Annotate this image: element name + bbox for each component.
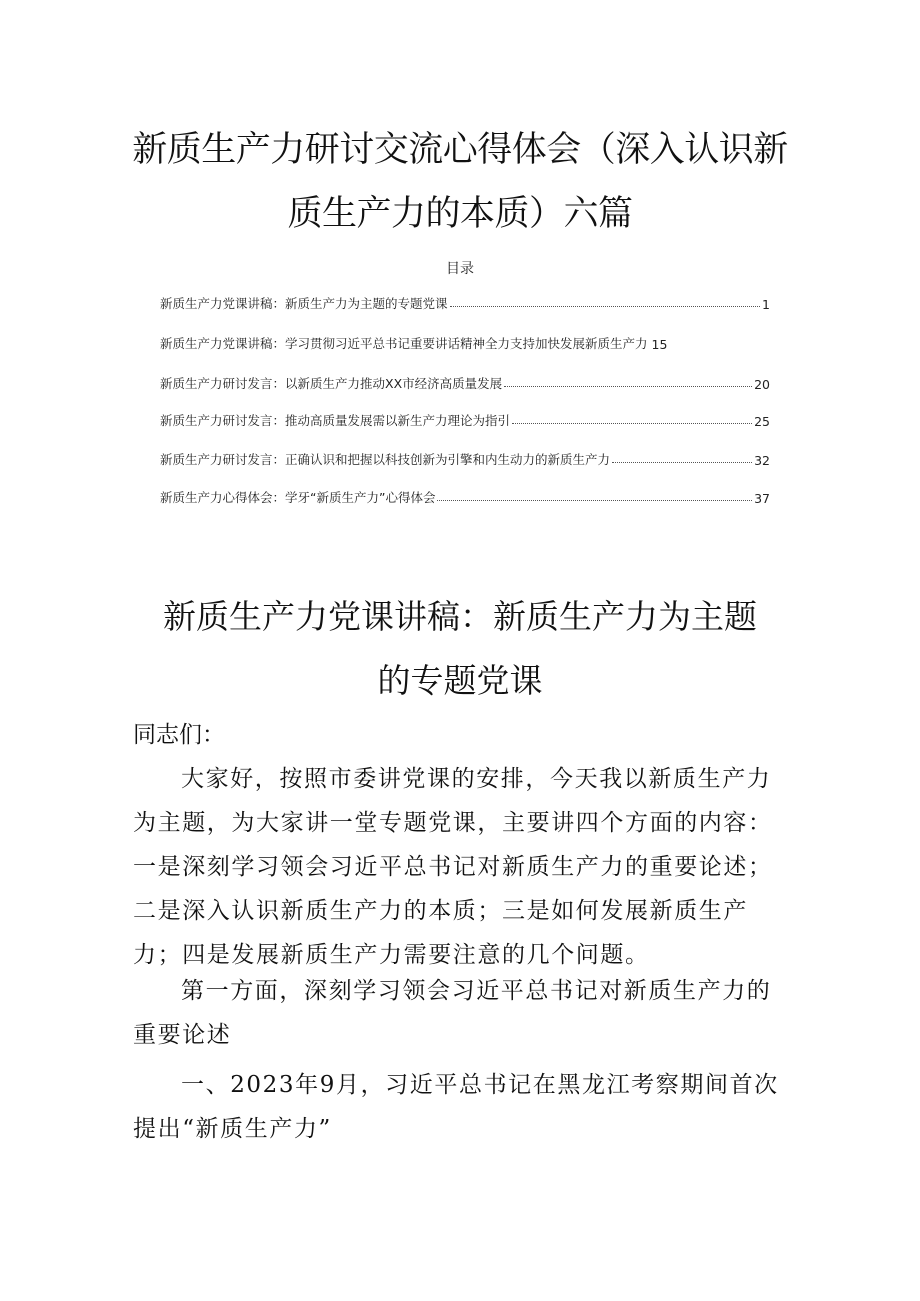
toc-entry-text: 新质生产力心得体会：学牙“新质生产力”心得体会 [160, 490, 436, 505]
body-paragraph: 大家好，按照市委讲党课的安排，今天我以新质生产力为主题，为大家讲一堂专题党课，主要讲四个方面的内容：一是深刻学习领会习近平总书记对新质生产力的重要论述；二是深入认识新质生产力的本质；三是如何发展新质生产力；四是发展新质生产力需要注意的几个问题。 [133, 766, 773, 968]
toc-entry-text: 新质生产力研讨发言：以新质生产力推动XX市经济高质量发展 [160, 376, 503, 391]
salutation: 同志们： [133, 722, 225, 748]
body-paragraph: 第一方面，深刻学习领会习近平总书记对新质生产力的重要论述 [133, 978, 772, 1048]
toc-entry-page: 32 [754, 453, 770, 468]
toc-entry[interactable] [160, 446, 770, 468]
toc-entry-text: 新质生产力研讨发言：推动高质量发展需以新生产力理论为指引 [160, 413, 511, 428]
toc-entry[interactable] [160, 290, 770, 312]
toc-entry-text: 新质生产力研讨发言：正确认识和把握以科技创新为引擎和内生动力的新质生产力 [160, 452, 611, 467]
document-title-line2: 质生产力的本质）六篇 [287, 194, 633, 234]
toc-entry-page: 20 [754, 377, 770, 392]
toc-leader-dots [512, 423, 752, 424]
section-title-line2: 的专题党课 [377, 661, 543, 700]
toc-entry[interactable] [160, 484, 770, 506]
document-title [100, 118, 820, 246]
toc-entry[interactable] [160, 407, 770, 429]
toc-entry-page: 25 [754, 414, 770, 429]
toc-leader-dots [612, 462, 752, 463]
toc-heading: 目录 [446, 261, 474, 277]
toc-entry-text: 新质生产力党课讲稿：学习贯彻习近平总书记重要讲话精神全力支持加快发展新质生产力 [160, 336, 648, 351]
toc-leader-dots [437, 500, 752, 501]
toc-entry-text: 新质生产力党课讲稿：新质生产力为主题的专题党课 [160, 296, 448, 311]
body-paragraph: 一、2023年9月，习近平总书记在黑龙江考察期间首次提出“新质生产力” [133, 1072, 779, 1142]
toc-entry-page: 15 [651, 337, 668, 352]
toc-entry-page: 37 [754, 491, 770, 506]
toc-entry[interactable] [160, 370, 770, 392]
toc-entry[interactable] [160, 330, 770, 352]
toc-leader-dots [450, 306, 761, 307]
toc-entry-page: 1 [762, 297, 770, 312]
toc-leader-dots [504, 386, 752, 387]
section-title-line1: 新质生产力党课讲稿：新质生产力为主题 [163, 597, 757, 636]
document-title-line1: 新质生产力研讨交流心得体会（深入认识新 [132, 130, 788, 170]
section-title [120, 585, 800, 713]
